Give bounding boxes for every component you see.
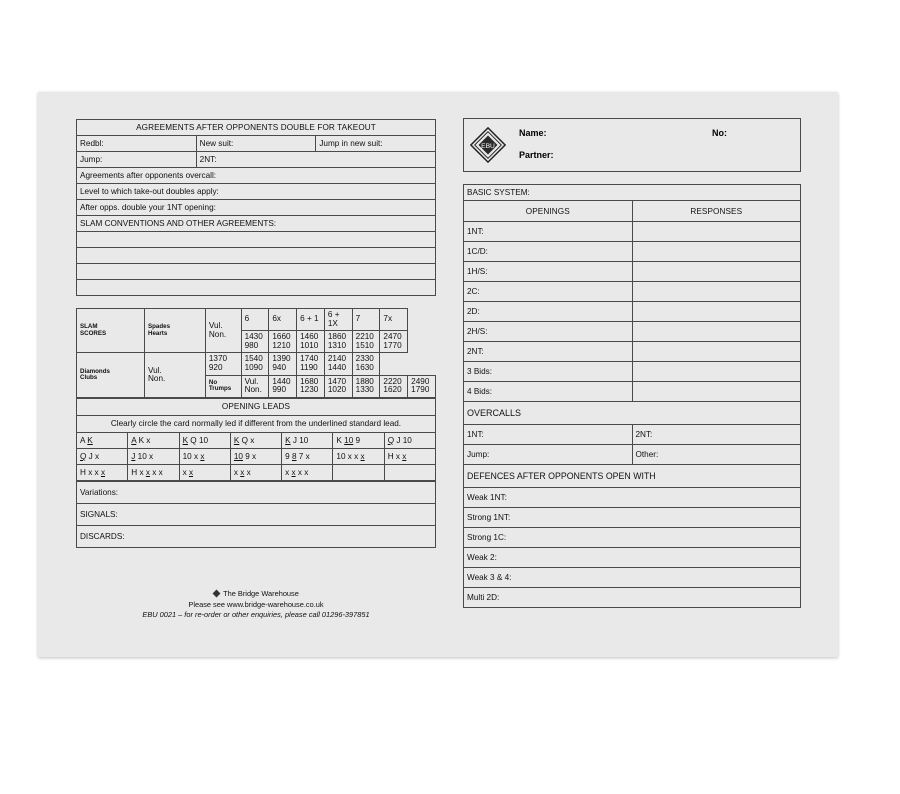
blank-write-line[interactable] [77, 264, 436, 280]
response-2hs[interactable] [632, 322, 801, 342]
footer [76, 589, 436, 621]
table-row [464, 402, 801, 425]
slam-vul-value: 1390 [272, 354, 291, 364]
table-row [77, 264, 436, 280]
openings-header: OPENINGS [464, 201, 633, 222]
slam-suit-diamonds: Diamonds [80, 367, 110, 375]
opening-1hs[interactable]: 1H/S: [464, 262, 633, 282]
slam-non-value: 1620 [383, 385, 402, 395]
blank-write-line[interactable] [77, 232, 436, 248]
variations-row[interactable]: Variations: [77, 481, 436, 503]
slam-non-value: 1440 [327, 363, 347, 373]
slam-non-value: 1510 [355, 340, 374, 350]
slam-non-value: 980 [244, 340, 259, 350]
table-row [77, 120, 436, 136]
slam-value [324, 375, 352, 397]
table-row [77, 232, 436, 248]
slam-non-value: 1630 [355, 363, 374, 373]
table-row [77, 200, 436, 216]
slam-conventions-line[interactable]: SLAM CONVENTIONS AND OTHER AGREEMENTS: [77, 216, 436, 232]
lead-cell[interactable]: K J 10 [282, 432, 333, 448]
lead-cell[interactable]: K Q 10 [179, 432, 230, 448]
table-row [464, 222, 801, 242]
slam-vul-value: 2490 [411, 376, 430, 386]
slam-non-value: 1230 [300, 385, 319, 395]
slam-vul-value: 1660 [272, 332, 291, 342]
slam-suit-label [145, 309, 206, 353]
overcall-1nt[interactable]: 1NT: [464, 425, 633, 445]
redbl-field[interactable]: Redbl: [77, 136, 197, 152]
slam-vul-value: 1860 [327, 332, 347, 342]
overcalls-title: OVERCALLS [464, 402, 801, 425]
discards-row[interactable]: DISCARDS: [77, 525, 436, 547]
lead-cell[interactable] [333, 464, 384, 480]
table-row [464, 342, 801, 362]
slam-vul-value: 1880 [355, 376, 374, 386]
slam-non-value: 1210 [272, 340, 291, 350]
lead-cell[interactable]: x x x [230, 464, 281, 480]
lead-cell[interactable]: J 10 x [128, 448, 179, 464]
table-row [464, 548, 801, 568]
table-row [77, 464, 436, 480]
slam-non-value: 1090 [244, 363, 263, 373]
takeout-agreements-table [76, 119, 436, 296]
slam-vul-value: 1460 [300, 332, 319, 342]
slam-non-value: 1190 [300, 363, 318, 373]
table-row [77, 280, 436, 296]
slam-suit-label [77, 353, 145, 397]
table-row [464, 528, 801, 548]
table-row [464, 465, 801, 488]
footer-line-2: Please see www.bridge-warehouse.co.uk [188, 599, 324, 609]
slam-col-6x: 6x [269, 309, 297, 331]
slam-value [352, 375, 380, 397]
slam-value [324, 331, 352, 353]
slam-non-value: 1010 [300, 340, 319, 350]
lead-cell[interactable]: x x x x [282, 464, 333, 480]
lead-cell[interactable]: Q J x [77, 448, 128, 464]
table-row [464, 322, 801, 342]
vul-non-label [241, 375, 269, 397]
response-1nt[interactable] [632, 222, 801, 242]
new-suit-field[interactable]: New suit: [196, 136, 316, 152]
non-label: Non. [244, 385, 262, 395]
slam-suit-hearts: Hearts [148, 329, 168, 337]
takeout-title: AGREEMENTS AFTER OPPONENTS DOUBLE FOR TAKEOUT [77, 120, 436, 136]
slam-non-value: 1770 [383, 340, 402, 350]
vul-label: Vul. [208, 321, 223, 331]
defence-weak-1nt[interactable]: Weak 1NT: [464, 488, 801, 508]
slam-vul-value: 2470 [383, 332, 402, 342]
slam-vul-value: 1470 [327, 376, 347, 386]
response-2d[interactable] [632, 302, 801, 322]
defence-strong-1c[interactable]: Strong 1C: [464, 528, 801, 548]
footer-brand: The Bridge Warehouse [223, 589, 299, 598]
opening-3bids[interactable]: 3 Bids: [464, 362, 633, 382]
convention-card [38, 92, 838, 657]
slam-value [408, 375, 436, 397]
table-row [77, 152, 436, 168]
opening-4bids[interactable]: 4 Bids: [464, 382, 633, 402]
slam-col-7x: 7x [380, 309, 408, 331]
slam-vul-value: 1680 [300, 376, 319, 386]
response-2nt[interactable] [632, 342, 801, 362]
defence-strong-1nt[interactable]: Strong 1NT: [464, 508, 801, 528]
slam-label-line2: SCORES [80, 329, 107, 337]
table-row [464, 488, 801, 508]
opening-2hs[interactable]: 2H/S: [464, 322, 633, 342]
overcall-other[interactable]: Other: [632, 445, 801, 465]
lead-cell[interactable]: K 10 9 [333, 432, 384, 448]
response-3bids[interactable] [632, 362, 801, 382]
slam-vul-value: 2220 [383, 376, 402, 386]
response-1hs[interactable] [632, 262, 801, 282]
opening-1nt[interactable]: 1NT: [464, 222, 633, 242]
table-row [464, 425, 801, 445]
table-row [77, 481, 436, 503]
slam-value [352, 353, 380, 375]
table-row [464, 185, 801, 201]
slam-value [297, 375, 325, 397]
lead-cell[interactable]: A K [77, 432, 128, 448]
lead-cell[interactable]: H x x [384, 448, 435, 464]
slam-suit-label [205, 375, 241, 397]
table-row [464, 508, 801, 528]
table-row [77, 168, 436, 184]
table-row [464, 242, 801, 262]
diamond-icon [213, 590, 221, 598]
response-2c[interactable] [632, 282, 801, 302]
slam-non-value: 1020 [327, 385, 347, 395]
slam-col-6p1: 6 + 1 [297, 309, 325, 331]
slam-vul-value: 1540 [244, 354, 263, 364]
opening-2c[interactable]: 2C: [464, 282, 633, 302]
lead-cell[interactable]: x x [179, 464, 230, 480]
table-row [77, 432, 436, 448]
slam-value [241, 331, 269, 353]
blank-write-line[interactable] [77, 248, 436, 264]
opening-2d[interactable]: 2D: [464, 302, 633, 322]
table-row [464, 588, 801, 608]
table-row [464, 362, 801, 382]
opening-leads-title: OPENING LEADS [77, 398, 436, 415]
table-row [464, 382, 801, 402]
slam-col-6: 6 [241, 309, 269, 331]
slam-value [324, 353, 352, 375]
opening-leads-table [76, 398, 436, 481]
jump-in-new-suit-field[interactable]: Jump in new suit: [316, 136, 436, 152]
non-label: Non. [208, 329, 227, 339]
slam-value [205, 353, 241, 375]
slam-suit-spades: Spades [148, 323, 171, 331]
table-row [464, 282, 801, 302]
table-row [77, 503, 436, 525]
slam-vul-value: 1430 [244, 332, 263, 342]
double-1nt-line[interactable]: After opps. double your 1NT opening: [77, 200, 436, 216]
lead-cell[interactable]: Q J 10 [384, 432, 435, 448]
slam-non-value: 990 [272, 385, 287, 395]
vul-label: Vul. [148, 365, 162, 375]
no-label[interactable]: No: [712, 128, 727, 138]
defence-multi-2d[interactable]: Multi 2D: [464, 588, 801, 608]
slam-value [269, 331, 297, 353]
slam-value [269, 353, 297, 375]
slam-value [297, 353, 325, 375]
lead-cell[interactable]: 10 9 x [230, 448, 281, 464]
2nt-field[interactable]: 2NT: [196, 152, 435, 168]
lead-cell[interactable] [384, 464, 435, 480]
responses-header: RESPONSES [632, 201, 801, 222]
overcall-2nt[interactable]: 2NT: [632, 425, 801, 445]
name-block [463, 118, 801, 172]
table-row [77, 136, 436, 152]
footer-line-3: EBU 0021 – for re-order or other enquiries, please call 01296-397851 [142, 610, 370, 620]
defences-title: DEFENCES AFTER OPPONENTS OPEN WITH [464, 465, 801, 488]
opening-2nt[interactable]: 2NT: [464, 342, 633, 362]
opening-leads-note: Clearly circle the card normally led if different from the underlined standard lead. [77, 415, 436, 432]
lead-cell[interactable]: H x x x x [128, 464, 179, 480]
slam-non-value: 1330 [355, 385, 374, 395]
slam-suit-clubs: Clubs [80, 374, 98, 382]
table-row [464, 568, 801, 588]
table-row [77, 353, 436, 375]
slam-label-line1: SLAM [80, 323, 98, 331]
right-column [463, 118, 801, 608]
slam-value [241, 353, 269, 375]
blank-write-line[interactable] [77, 280, 436, 296]
table-row [464, 302, 801, 322]
slam-value [380, 375, 408, 397]
slam-value [297, 331, 325, 353]
defence-weak-3-4[interactable]: Weak 3 & 4: [464, 568, 801, 588]
slam-vul-value: 2330 [355, 354, 374, 364]
overcall-jump[interactable]: Jump: [464, 445, 633, 465]
slam-scores-label [77, 309, 145, 353]
variations-signals-table [76, 481, 436, 548]
slam-vul-value: 1370 [208, 354, 228, 364]
slam-value [269, 375, 297, 397]
lead-cell[interactable]: K Q x [230, 432, 281, 448]
table-row [77, 415, 436, 432]
response-4bids[interactable] [632, 382, 801, 402]
slam-non-value: 940 [272, 363, 287, 373]
table-row [77, 216, 436, 232]
lead-cell[interactable]: 10 x x [179, 448, 230, 464]
svg-text:EBU: EBU [481, 142, 495, 150]
signals-row[interactable]: SIGNALS: [77, 503, 436, 525]
slam-value [380, 331, 408, 353]
table-row [77, 525, 436, 547]
table-row [77, 184, 436, 200]
table-row [464, 445, 801, 465]
table-row [464, 201, 801, 222]
non-label: Non. [148, 374, 166, 384]
takeout-level-line[interactable]: Level to which take-out doubles apply: [77, 184, 436, 200]
slam-vul-value: 1740 [300, 354, 319, 364]
partner-label[interactable]: Partner: [519, 150, 554, 160]
table-row [77, 398, 436, 415]
table-row [77, 448, 436, 464]
vul-non-label [205, 309, 241, 353]
lead-cell[interactable]: 10 x x x [333, 448, 384, 464]
left-column [76, 119, 436, 548]
vul-label: Vul. [244, 376, 259, 386]
slam-vul-value: 2140 [327, 354, 347, 364]
table-row [464, 262, 801, 282]
response-1cd[interactable] [632, 242, 801, 262]
slam-non-value: 1790 [411, 385, 430, 395]
lead-cell[interactable]: 9 8 7 x [282, 448, 333, 464]
table-row [77, 248, 436, 264]
slam-col-6p1x: 6 + 1X [324, 309, 352, 331]
table-row [77, 309, 436, 331]
jump-field[interactable]: Jump: [77, 152, 197, 168]
slam-suit-trumps: Trumps [208, 385, 232, 393]
slam-vul-value: 1440 [272, 376, 291, 386]
defence-weak-2[interactable]: Weak 2: [464, 548, 801, 568]
slam-vul-value: 2210 [355, 332, 374, 342]
lead-cell[interactable]: A K x [128, 432, 179, 448]
slam-scores-table [76, 308, 436, 398]
basic-system-title: BASIC SYSTEM: [464, 185, 801, 201]
opening-1cd[interactable]: 1C/D: [464, 242, 633, 262]
slam-value [352, 331, 380, 353]
slam-non-value: 920 [208, 363, 223, 373]
basic-system-table [463, 184, 801, 608]
vul-non-label [145, 353, 206, 397]
slam-suit-no: No [208, 378, 218, 386]
footer-line-1 [76, 589, 436, 600]
overcall-agreements-line[interactable]: Agreements after opponents overcall: [77, 168, 436, 184]
name-label[interactable]: Name: [519, 128, 547, 138]
slam-non-value: 1310 [327, 340, 347, 350]
ebu-logo-icon [469, 126, 507, 164]
slam-col-7: 7 [352, 309, 380, 331]
lead-cell[interactable]: H x x x [77, 464, 128, 480]
